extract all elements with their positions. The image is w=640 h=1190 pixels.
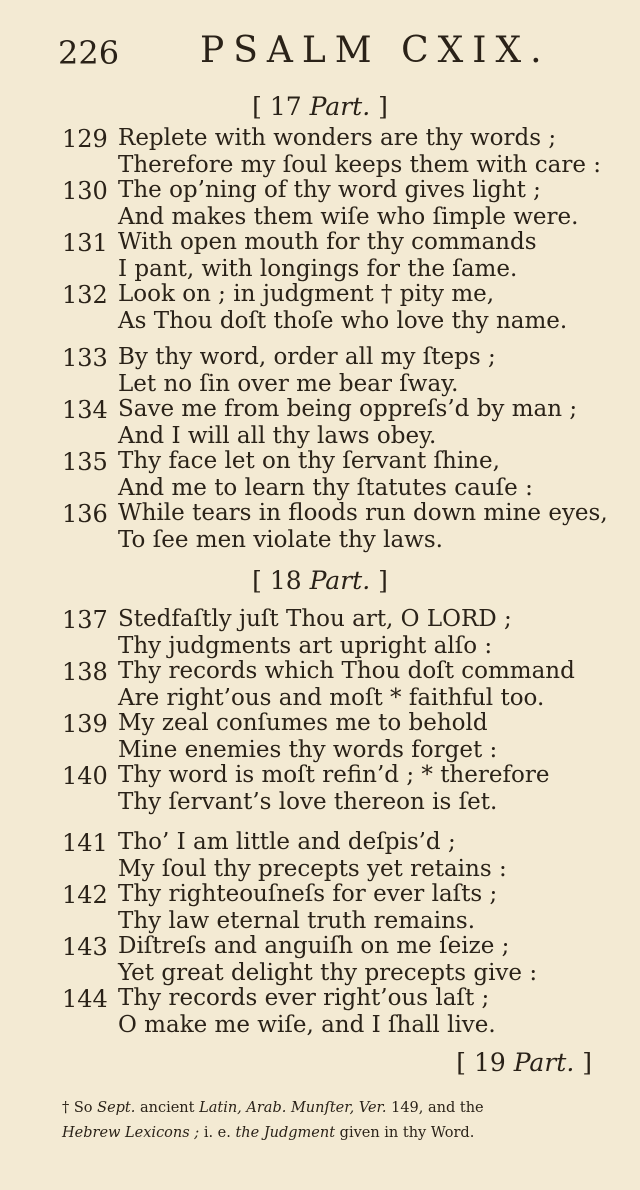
- footnote-tail-2: given in thy Word.: [339, 1125, 475, 1141]
- footnote-hebrew: Hebrew Lexicons ;: [62, 1125, 200, 1141]
- verse-line: Replete with wonders are thy words ;: [118, 125, 557, 151]
- verse-line: Therefore my ſoul keeps them with care :: [118, 152, 602, 178]
- verse-number: 139: [62, 710, 108, 738]
- verse-number: 135: [62, 448, 108, 476]
- verse-line: Look on ; in judgment † pity me,: [118, 281, 495, 307]
- verse-number: 138: [62, 658, 108, 686]
- verse-line: My ſoul thy precepts yet retains :: [118, 856, 507, 882]
- verse-line: To ſee men violate thy laws.: [118, 527, 443, 553]
- part-heading-17: [0, 92, 640, 121]
- verse-line: Thy ſervant’s love thereon is ſet.: [118, 789, 498, 815]
- verse-line: Thy word is moſt refin’d ; * therefore: [118, 762, 550, 788]
- part-heading-18: [0, 566, 640, 595]
- footnote-sept: Sept.: [97, 1100, 136, 1116]
- verse-number: 131: [62, 229, 108, 257]
- verse-line: Save me from being oppreſs’d by man ;: [118, 396, 578, 422]
- verse-line: Let no ſin over me bear ſway.: [118, 371, 459, 397]
- part-label: Part.: [309, 566, 371, 595]
- verse-line: Yet great delight thy precepts give :: [118, 960, 538, 986]
- part-close: ]: [378, 566, 388, 595]
- verse-number: 140: [62, 762, 108, 790]
- verse-line: Diſtreſs and anguiſh on me ſeize ;: [118, 933, 510, 959]
- verse-number: 136: [62, 500, 108, 528]
- verse-line: And me to learn thy ſtatutes cauſe :: [118, 475, 533, 501]
- part-close: ]: [582, 1048, 592, 1077]
- page-number: 226: [58, 34, 120, 72]
- verse-number: 130: [62, 177, 108, 205]
- verse-line: The op’ning of thy word gives light ;: [118, 177, 541, 203]
- verse-line: Thy judgments art upright alſo :: [118, 633, 493, 659]
- verse-line: Thy righteouſneſs for ever laſts ;: [118, 881, 498, 907]
- verse-line: O make me wiſe, and I ſhall live.: [118, 1012, 496, 1038]
- verse-number: 129: [62, 125, 108, 153]
- verse-number: 133: [62, 344, 108, 372]
- footnote-judgment: the Judgment: [235, 1125, 336, 1141]
- verse-line: As Thou doſt thoſe who love thy name.: [118, 308, 568, 334]
- part-open: [ 18: [252, 566, 302, 595]
- footnote-tail-1: 149, and the: [391, 1100, 484, 1116]
- footnote-ver: Ver.: [358, 1100, 387, 1116]
- part-heading-19: [0, 1048, 592, 1077]
- verse-number: 144: [62, 985, 108, 1013]
- verse-line: And I will all thy laws obey.: [118, 423, 437, 449]
- footnote-ancient: ancient: [139, 1100, 195, 1116]
- verse-line: I pant, with longings for the ſame.: [118, 256, 518, 282]
- verse-line: Thy law eternal truth remains.: [118, 908, 476, 934]
- verse-line: Are right’ous and moſt * faithful too.: [118, 685, 545, 711]
- part-open: [ 19: [456, 1048, 506, 1077]
- verse-line: Mine enemies thy words forget :: [118, 737, 498, 763]
- part-label: Part.: [309, 92, 371, 121]
- footnote-latin: Latin,: [199, 1100, 242, 1116]
- verse-number: 132: [62, 281, 108, 309]
- part-open: [ 17: [252, 92, 302, 121]
- verse-line: My zeal conſumes me to behold: [118, 710, 488, 736]
- verse-number: 137: [62, 606, 108, 634]
- verse-line: Thy records which Thou doſt command: [118, 658, 575, 684]
- verse-line: And makes them wiſe who ſimple were.: [118, 204, 579, 230]
- footnote-arab: Arab.: [246, 1100, 287, 1116]
- part-label: Part.: [513, 1048, 575, 1077]
- verse-number: 142: [62, 881, 108, 909]
- verse-line: By thy word, order all my ſteps ;: [118, 344, 496, 370]
- page-header: [0, 30, 640, 74]
- running-title: PSALM CXIX.: [200, 30, 551, 71]
- verse-line: Tho’ I am little and deſpis’d ;: [118, 829, 456, 855]
- verse-line: Stedfaſtly juſt Thou art, O LORD ;: [118, 606, 512, 632]
- verse-line: Thy records ever right’ous laſt ;: [118, 985, 490, 1011]
- footnote-ie: i. e.: [203, 1125, 231, 1141]
- verse-number: 141: [62, 829, 108, 857]
- verse-number: 134: [62, 396, 108, 424]
- verse-line: While tears in floods run down mine eyes,: [118, 500, 608, 526]
- verse-number: 143: [62, 933, 108, 961]
- part-close: ]: [378, 92, 388, 121]
- footnote-mark: † So: [62, 1100, 93, 1116]
- verse-line: With open mouth for thy commands: [118, 229, 537, 255]
- footnote-munster: Munſter,: [290, 1100, 355, 1116]
- verse-line: Thy face let on thy ſervant ſhine,: [118, 448, 500, 474]
- footnote: [62, 1096, 602, 1146]
